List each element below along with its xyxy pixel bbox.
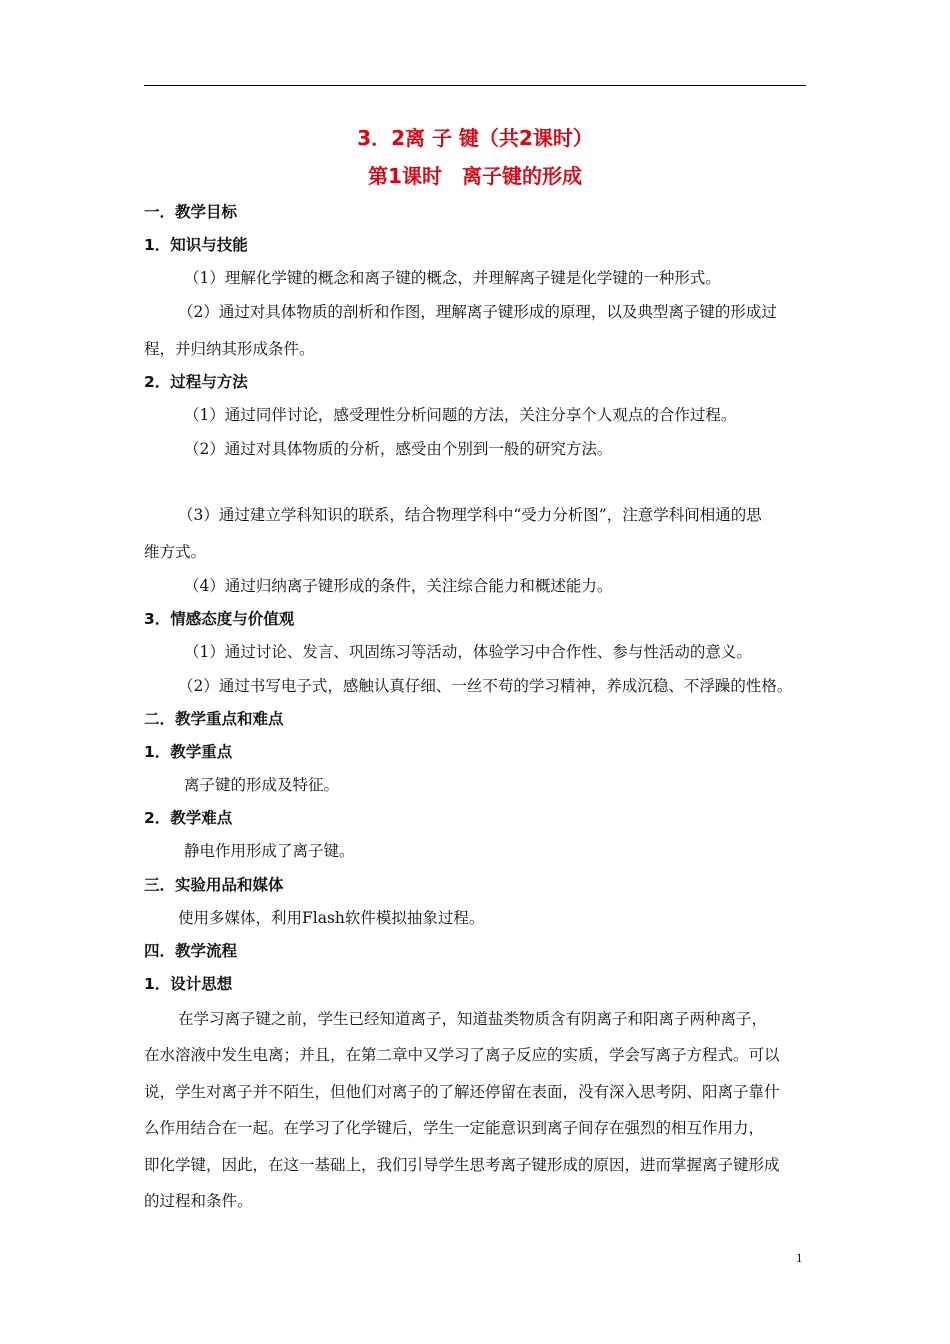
- paragraph-line: 么作用结合在一起。在学习了化学键后，学生一定能意识到离子间存在强烈的相互作用力，: [144, 1119, 765, 1137]
- paragraph: （4）通过归纳离子键形成的条件，关注综合能力和概述能力。: [184, 577, 613, 595]
- paragraph: 离子键的形成及特征。: [184, 776, 340, 794]
- page-number: 1: [796, 1250, 803, 1265]
- paragraph-line: 说，学生对离子并不陌生，但他们对离子的了解还停留在表面，没有深入思考阴、阳离子靠什: [144, 1083, 780, 1101]
- paragraph: （2）通过对具体物质的剖析和作图，理解离子键形成的原理，以及典型离子键的形成过: [178, 303, 777, 321]
- subheading-knowledge-skills: 1．知识与技能: [144, 236, 248, 254]
- lesson-subtitle: 第1课时 离子键的形成: [368, 164, 582, 188]
- subheading-process-methods: 2．过程与方法: [144, 373, 248, 391]
- subheading-attitudes-values: 3．情感态度与价值观: [144, 610, 295, 628]
- subheading-key-points: 1．教学重点: [144, 743, 233, 761]
- paragraph-continuation: 维方式。: [144, 543, 207, 561]
- subheading-design-idea: 1．设计思想: [144, 975, 233, 993]
- paragraph-continuation: 程，并归纳其形成条件。: [144, 340, 315, 358]
- lesson-title: 3．2离 子 键（共2课时）: [357, 126, 593, 150]
- section-heading-2: 二．教学重点和难点: [144, 710, 284, 728]
- paragraph: （1）通过同伴讨论，感受理性分析问题的方法，关注分享个人观点的合作过程。: [184, 406, 737, 424]
- subheading-difficulties: 2．教学难点: [144, 809, 233, 827]
- paragraph: 静电作用形成了离子键。: [184, 842, 355, 860]
- section-heading-3: 三．实验用品和媒体: [144, 876, 284, 894]
- paragraph: （2）通过对具体物质的分析，感受由个别到一般的研究方法。: [184, 440, 613, 458]
- paragraph: 在学习离子键之前，学生已经知道离子，知道盐类物质含有阴离子和阳离子两种离子，: [178, 1010, 768, 1028]
- section-heading-1: 一．教学目标: [144, 203, 238, 221]
- section-heading-4: 四．教学流程: [144, 942, 238, 960]
- paragraph-line: 即化学键，因此，在这一基础上，我们引导学生思考离子键形成的原因，进而掌握离子键形成: [144, 1156, 780, 1174]
- paragraph: （1）理解化学键的概念和离子键的概念，并理解离子键是化学键的一种形式。: [184, 269, 721, 287]
- header-rule: [144, 85, 806, 86]
- paragraph: （3）通过建立学科知识的联系，结合物理学科中“受力分析图”，注意学科间相通的思: [178, 506, 762, 524]
- paragraph-line: 在水溶液中发生电离；并且，在第二章中又学习了离子反应的实质，学会写离子方程式。可以: [144, 1046, 780, 1064]
- paragraph: （1）通过讨论、发言、巩固练习等活动，体验学习中合作性、参与性活动的意义。: [184, 643, 752, 661]
- paragraph: 使用多媒体，利用Flash软件模拟抽象过程。: [178, 909, 485, 927]
- paragraph-line: 的过程和条件。: [144, 1192, 253, 1210]
- paragraph: （2）通过书写电子式，感触认真仔细、一丝不苟的学习精神，养成沉稳、不浮躁的性格。: [178, 677, 793, 695]
